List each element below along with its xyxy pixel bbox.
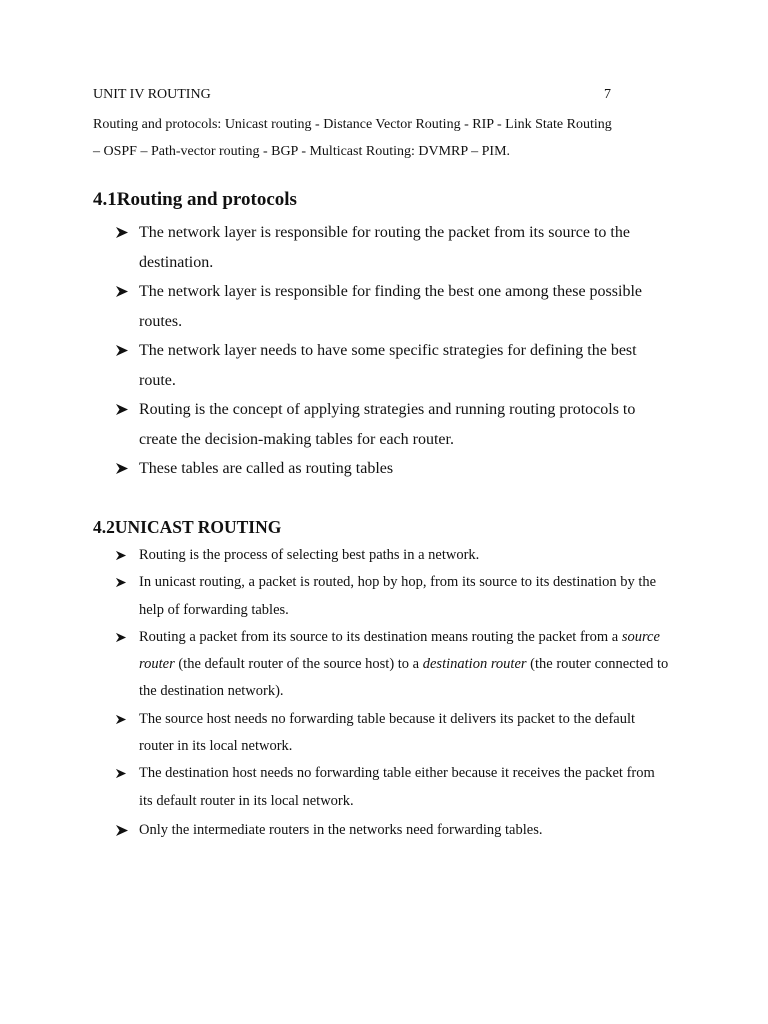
arrow-bullet-icon bbox=[115, 542, 131, 569]
arrow-bullet-icon bbox=[115, 277, 131, 336]
term-source-router: source router bbox=[139, 628, 660, 673]
unit-title: UNIT IV ROUTING bbox=[93, 87, 211, 102]
list-item bbox=[0, 336, 669, 395]
list-item-text: Only the intermediate routers in the networks need forwarding tables. bbox=[139, 821, 543, 838]
list-item-text: Routing is the process of selecting best paths in a network. bbox=[139, 547, 480, 563]
syllabus-line: – OSPF – Path-vector routing - BGP - Multicast Routing: DVMRP – PIM. bbox=[93, 144, 511, 159]
text-segment: (the default router of the source host) to a bbox=[174, 656, 423, 673]
arrow-bullet-icon bbox=[115, 395, 131, 454]
list-item bbox=[0, 277, 669, 336]
list-item bbox=[0, 817, 669, 844]
section-heading-routing-protocols: 4.1Routing and protocols bbox=[93, 189, 297, 210]
arrow-bullet-icon bbox=[115, 218, 131, 277]
list-item-text: The network layer is responsible for finding the best one among these possible routes. bbox=[139, 283, 642, 330]
text-segment: (the router connected to the destination network). bbox=[139, 656, 669, 700]
list-item bbox=[0, 395, 669, 454]
bullet-list-unicast-routing bbox=[0, 542, 669, 844]
arrow-bullet-icon bbox=[115, 760, 131, 815]
list-item bbox=[0, 760, 669, 815]
list-item bbox=[0, 706, 669, 761]
list-item-text: The network layer needs to have some specific strategies for defining the best route. bbox=[139, 342, 637, 389]
list-item bbox=[0, 542, 669, 569]
arrow-bullet-icon bbox=[115, 454, 131, 484]
list-item bbox=[0, 624, 669, 706]
page-number: 7 bbox=[604, 87, 611, 102]
arrow-bullet-icon bbox=[115, 569, 131, 624]
section-heading-unicast-routing: 4.2UNICAST ROUTING bbox=[93, 517, 282, 537]
list-item-text: The source host needs no forwarding table because it delivers its packet to the default router in its local network. bbox=[139, 710, 636, 755]
bullet-list-routing-protocols bbox=[0, 218, 669, 484]
arrow-bullet-icon bbox=[115, 336, 131, 395]
arrow-bullet-icon bbox=[115, 624, 131, 706]
list-item-text bbox=[139, 629, 668, 700]
list-item-text: Routing is the concept of applying strategies and running routing protocols to create the decision-making tables for each router. bbox=[139, 401, 636, 448]
syllabus-text bbox=[93, 111, 683, 165]
list-item-text: The destination host needs no forwarding table either because it receives the packet from its default router in its local network. bbox=[139, 765, 655, 809]
list-item bbox=[0, 454, 669, 484]
list-item-text: The network layer is responsible for routing the packet from its source to the destination. bbox=[139, 224, 630, 271]
arrow-bullet-icon bbox=[115, 706, 131, 761]
list-item bbox=[0, 569, 669, 624]
list-item-text: These tables are called as routing tables bbox=[139, 460, 394, 477]
list-item bbox=[0, 218, 669, 277]
page-header bbox=[93, 86, 613, 104]
list-item-text: In unicast routing, a packet is routed, hop by hop, from its source to its destination by the help of forwarding tables. bbox=[139, 574, 657, 618]
arrow-bullet-icon bbox=[115, 817, 131, 844]
term-destination-router: destination router bbox=[422, 656, 527, 673]
text-segment: Routing a packet from its source to its destination means routing the packet from a bbox=[139, 628, 622, 645]
syllabus-line: Routing and protocols: Unicast routing - Distance Vector Routing - RIP - Link State Routing bbox=[93, 117, 612, 132]
